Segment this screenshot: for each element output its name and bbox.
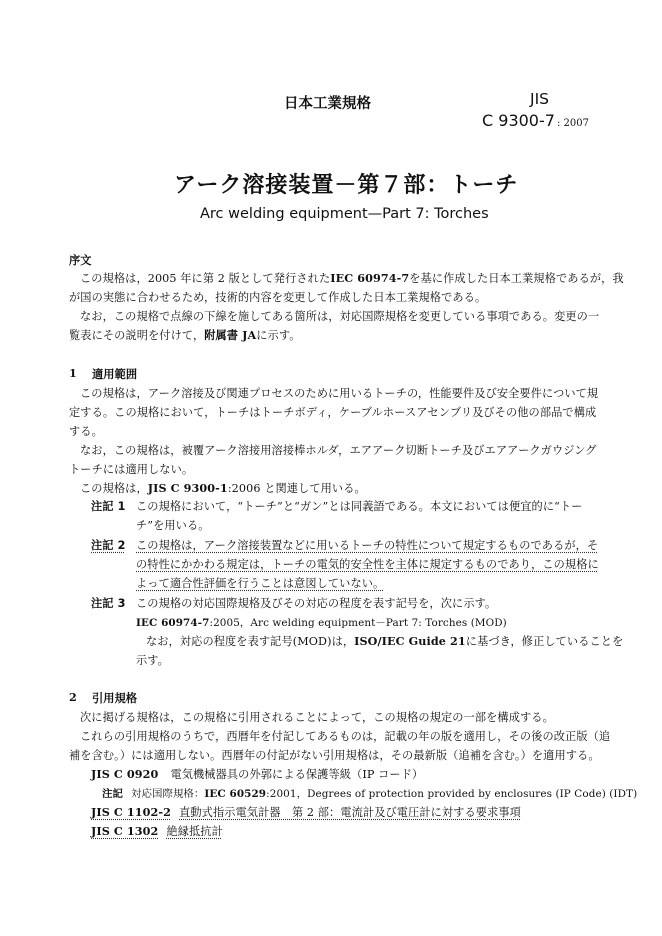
note-3-text-line-3 (146, 633, 623, 649)
foreword-paragraph-1-line-2: が国の実態に合わせるため，技術的内容を変更して作成した日本工業規格である。 (69, 291, 487, 304)
standard-ref: JIS C 9300-1 (147, 481, 228, 495)
section-1-heading: 適用範囲 (92, 368, 138, 381)
note-3-label: 注記 3 (91, 597, 126, 610)
references-paragraph-2-line-2: 補を含む。）には適用しない。西暦年の付記がない引用規格は，その最新版（追補を含む。）を適用する。 (69, 749, 600, 762)
note-1-text-line-2: チ”を用いる。 (136, 519, 210, 532)
reference-item (91, 823, 223, 839)
foreword-paragraph-1 (80, 270, 624, 286)
standard-code (482, 111, 589, 130)
standard-ref: IEC 60974-7 (330, 271, 410, 285)
annex-ref: 附属書 JA (204, 328, 257, 342)
note-2-text-line-2: の特性にかかわる規定は，トーチの電気的安全性を主体に規定するものであり，この規格に (136, 558, 599, 571)
note-2-text-line-3: よって適合性評価を行うことは意図していない。 (136, 577, 385, 590)
scope-paragraph-1-line-2: 定する。この規格において，トーチはトーチボディ，ケーブルホースアセンブリ及びその他の部品で構成 (69, 406, 597, 419)
foreword-paragraph-2: なお，この規格で点線の下線を施してある箇所は，対応国際規格を変更している事項である。変更の一 (80, 310, 600, 323)
reference-code: JIS C 0920 (91, 767, 159, 781)
text-run: この規格は， (80, 482, 148, 495)
text-run: 覧表にその説明を付けて， (69, 329, 205, 342)
reference-code: JIS C 1302 (91, 824, 159, 838)
scope-paragraph-2-line-2: トーチには適用しない。 (69, 463, 194, 476)
text-run: :2005，Arc welding equipment－Part 7: Torches (MOD) (209, 617, 507, 629)
scope-paragraph-3 (80, 480, 366, 496)
note-3-text-line-4: 示す。 (136, 654, 169, 667)
text-run: なお，対応の程度を表す記号(MOD)は， (146, 635, 355, 648)
reference-note (102, 785, 637, 800)
reference-item (91, 766, 423, 782)
references-paragraph-2: これらの引用規格のうちで，西暦年を付記してあるものは，記載の年の版を適用し，その後の改正版（追 (80, 730, 611, 743)
text-run: :2006 と関連して用いる。 (227, 482, 366, 495)
section-1-number: 1 (69, 366, 77, 380)
note-1-label: 注記 1 (91, 500, 126, 513)
standard-type: 日本工業規格 (284, 96, 371, 112)
reference-note-label: 注記 (102, 788, 123, 800)
standard-year: : 2007 (556, 118, 589, 129)
jis-label: JIS (530, 90, 549, 108)
text-run: を基に作成した日本工業規格であるが，我 (409, 272, 624, 285)
foreword-paragraph-2-line-2 (69, 327, 301, 343)
standard-ref: IEC 60974-7 (136, 617, 210, 629)
text-run: に基づき，修正していることを (465, 635, 624, 648)
text-run: この規格は，2005 年に第 2 版として発行された (80, 272, 331, 285)
text-run: に示す。 (256, 329, 301, 342)
title-japanese: アーク溶接装置－第７部：トーチ (174, 173, 519, 198)
reference-title: 直動式指示電気計器 第 2 部：電流計及び電圧計に対する要求事項 (179, 806, 521, 819)
scope-paragraph-1-line-3: する。 (69, 425, 103, 438)
scope-paragraph-2: なお，この規格は，被覆アーク溶接用溶接棒ホルダ，エアアーク切断トーチ及びエアアークガウジング (80, 444, 597, 457)
standard-number: C 9300-7 (482, 111, 555, 130)
standard-ref: ISO/IEC Guide 21 (354, 634, 466, 648)
reference-item (91, 804, 521, 820)
note-2-label: 注記 2 (91, 539, 126, 552)
reference-title: 電気機械器具の外郭による保護等級（IP コード） (170, 768, 424, 781)
title-english: Arc welding equipment—Part 7: Torches (200, 206, 489, 222)
foreword-heading: 序文 (69, 254, 92, 267)
note-1-text: この規格において，“トーチ”と“ガン”とは同義語である。本文においては便宜的に“トー (136, 500, 583, 513)
note-2-text: この規格は，アーク溶接装置などに用いるトーチの特性について規定するものであるが，そ (136, 539, 599, 552)
reference-title: 絶縁抵抗計 (166, 825, 223, 838)
references-paragraph-1: 次に掲げる規格は，この規格に引用されることによって，この規格の規定の一部を構成する。 (80, 711, 554, 724)
text-run: :2001，Degrees of protection provided by enclosures (IP Code) (IDT) (266, 788, 638, 800)
note-3-text: この規格の対応国際規格及びその対応の程度を表す記号を，次に示す。 (136, 597, 497, 610)
text-run: 対応国際規格： (130, 788, 205, 800)
section-2-number: 2 (69, 690, 77, 704)
standard-ref: IEC 60529 (204, 788, 267, 800)
section-2-heading: 引用規格 (92, 692, 138, 705)
reference-code: JIS C 1102-2 (91, 805, 172, 819)
scope-paragraph-1: この規格は，アーク溶接及び関連プロセスのために用いるトーチの，性能要件及び安全要件について規 (80, 387, 599, 400)
note-3-reference (136, 614, 507, 629)
